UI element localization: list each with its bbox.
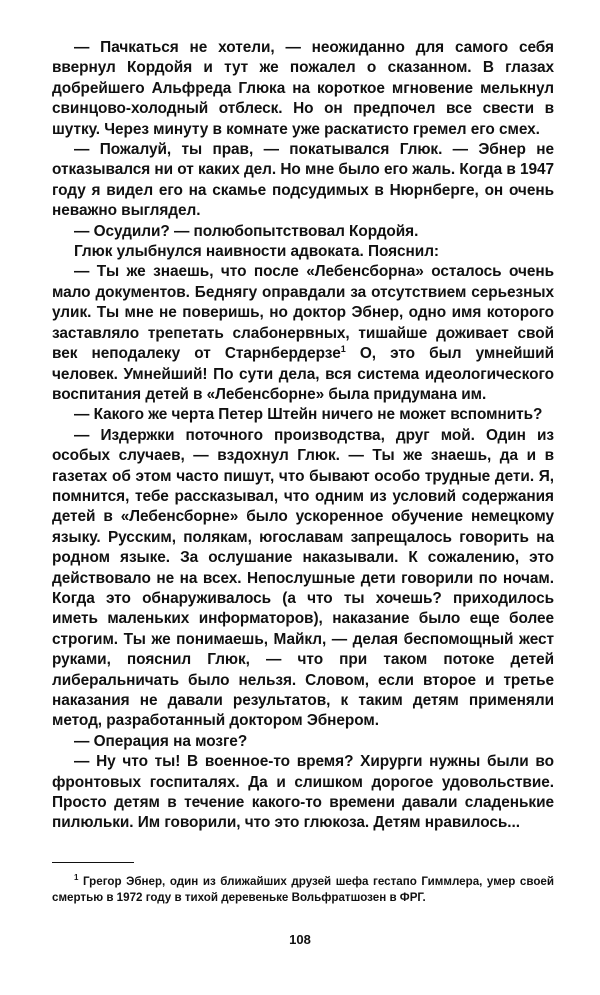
- footnote-divider: [52, 862, 134, 863]
- paragraph-1: — Пачкаться не хотели, — неожиданно для самого себя ввернул Кордойя и тут же пожалел о сказанном. В глазах добрейшего Альфреда Глюка на короткое мгновение мелькнул свинцово-холодный отблеск. Но он предпочел все свести в шутку. Через минуту в комнате уже раскатисто гремел его смех.: [52, 39, 554, 138]
- paragraph-3: — Осудили? — полюбопытствовал Кордойя.: [74, 222, 419, 240]
- book-page-body: [52, 38, 554, 834]
- paragraph-5-text-b: О, это был умнейший человек. Умнейший! По сути дела, вся система идеологического воспитания детей в «Лебенсборне» была придумана им.: [52, 345, 554, 403]
- paragraph-9: — Ну что ты! В военное-то время? Хирурги нужны были во фронтовых госпиталях. Да и слишком дорогое удовольствие. Просто детям в течение какого-то времени давали сладенькие пилюльки. Им говорили, что это глюкоза. Детям нравилось...: [52, 753, 554, 832]
- footnote-text: Грегор Эбнер, один из ближайших друзей шефа гестапо Гиммлера, умер своей смертью в 1972 году в тихой деревеньке Вольфратшозен в ФРГ.: [52, 875, 554, 904]
- paragraph-8: — Операция на мозге?: [74, 732, 248, 750]
- footnote-marker: 1: [74, 873, 79, 883]
- footnote-reference: 1: [340, 343, 346, 354]
- paragraph-5: [52, 262, 554, 405]
- page-number: 108: [289, 932, 311, 947]
- footnote: [52, 874, 554, 906]
- paragraph-2: — Пожалуй, ты прав, — покатывался Глюк. — Эбнер не отказывался ни от каких дел. Но мне было его жаль. Когда в 1947 году я видел его на скамье подсудимых в Нюрнберге, он очень неважно выглядел.: [52, 141, 554, 220]
- paragraph-4: Глюк улыбнулся наивности адвоката. Пояснил:: [74, 243, 440, 261]
- paragraph-7: — Издержки поточного производства, друг мой. Один из особых случаев, — вздохнул Глюк. — Ты же знаешь, да и в газетах об этом часто пишут, что бывают особо трудные дети. Я, помнится, тебе рассказывал, что одним из условий содержания детей в «Лебенсборне» было ускоренное обучение немецкому языку. Русским, полякам, югославам запрещалось говорить на родном языке. За ослушание наказывали. К сожалению, это действовало не на всех. Непослушные дети говорили по ночам. Когда это обнаруживалось (а что ты хочешь? приходилось иметь маленьких информаторов), наказание было еще более строгим. Ты же понимаешь, Майкл, — делая беспомощный жест руками, пояснил Глюк, — что при таком потоке детей либеральничать было нельзя. Словом, если второе и третье наказания не давали результатов, к таким детям применяли метод, разработанный доктором Эбнером.: [52, 426, 554, 730]
- paragraph-6: — Какого же черта Петер Штейн ничего не может вспомнить?: [74, 406, 543, 424]
- paragraph-5-text-a: — Ты же знаешь, что после «Лебенсборна» осталось очень мало документов. Беднягу оправдали за отсутствием серьезных улик. Ты мне не поверишь, но доктор Эбнер, одно имя которого заставляло трепетать слабонервных, тишайше доживает свой век неподалеку от Старнбердерзе: [52, 263, 554, 363]
